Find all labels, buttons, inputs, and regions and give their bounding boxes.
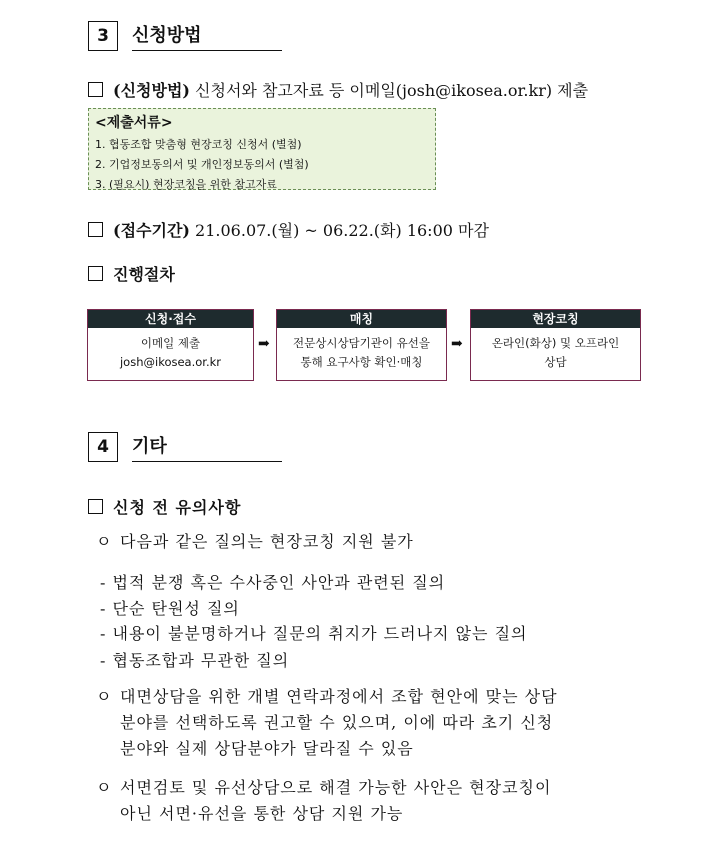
precaution-paragraph-1	[96, 684, 558, 762]
checkbox-square-icon	[88, 266, 103, 281]
period-label: (접수기간)	[113, 221, 190, 240]
step-head: 매칭	[277, 310, 446, 328]
section-title: 기타	[132, 437, 282, 462]
step-line: 전문상시상담기관이 유선을	[293, 336, 430, 350]
checkbox-square-icon	[88, 499, 103, 514]
method-item	[88, 78, 588, 101]
period-text: 21.06.07.(월) ~ 06.22.(화) 16:00 마감	[189, 221, 489, 240]
para-line: 분야를 선택하도록 권고할 수 있으며, 이에 따라 초기 신청	[120, 713, 554, 732]
precautions-title: 신청 전 유의사항	[113, 498, 242, 517]
procedure-step-matching	[276, 309, 447, 381]
method-label: (신청방법)	[113, 81, 190, 100]
document-item: 1. 협동조합 맞춤형 현장코칭 신청서 (별첨)	[95, 138, 302, 151]
checkbox-square-icon	[88, 82, 103, 97]
section-number: 3	[88, 21, 118, 51]
para-line: 분야와 실제 상담분야가 달라질 수 있음	[120, 739, 414, 758]
bullet-o-icon: ㅇ	[96, 532, 113, 551]
document-item: 2. 기업정보동의서 및 개인정보동의서 (별첨)	[95, 158, 309, 171]
documents-box	[88, 108, 436, 190]
para-line: 아닌 서면·유선을 통한 상담 지원 가능	[120, 804, 404, 823]
section-title: 신청방법	[132, 26, 282, 51]
procedure-item	[88, 262, 175, 285]
step-head: 신청·접수	[88, 310, 253, 328]
dash-item: - 협동조합과 무관한 질의	[100, 651, 290, 670]
para-line: 대면상담을 위한 개별 연락과정에서 조합 현안에 맞는 상담	[120, 687, 558, 706]
step-line: josh@ikosea.or.kr	[119, 355, 221, 369]
method-text: 신청서와 참고자료 등 이메일(josh@ikosea.or.kr) 제출	[189, 81, 589, 100]
documents-title: <제출서류>	[95, 115, 173, 131]
checkbox-square-icon	[88, 222, 103, 237]
dash-item: - 단순 탄원성 질의	[100, 599, 240, 618]
dash-item: - 내용이 불분명하거나 질문의 취지가 드러나지 않는 질의	[100, 624, 528, 643]
step-head: 현장코칭	[471, 310, 640, 328]
document-item: 3. (필요시) 현장코칭을 위한 참고자료	[95, 178, 277, 191]
procedure-step-apply	[87, 309, 254, 381]
para-line: 서면검토 및 유선상담으로 해결 가능한 사안은 현장코칭이	[120, 778, 552, 797]
section-number: 4	[88, 432, 118, 462]
step-line: 이메일 제출	[140, 336, 201, 350]
procedure-step-coaching	[470, 309, 641, 381]
dash-item: - 법적 분쟁 혹은 수사중인 사안과 관련된 질의	[100, 573, 446, 592]
precautions-item	[88, 495, 241, 518]
bullet-o-icon: ㅇ	[96, 687, 113, 706]
period-item	[88, 218, 489, 241]
intro-text: 다음과 같은 질의는 현장코칭 지원 불가	[120, 532, 414, 551]
precaution-paragraph-2	[96, 775, 551, 827]
right-arrow-icon: ➡	[451, 336, 463, 352]
section-3-header	[88, 17, 282, 51]
step-line: 상담	[544, 355, 567, 369]
section-4-header	[88, 428, 282, 462]
procedure-title: 진행절차	[113, 265, 175, 284]
precaution-intro	[96, 529, 414, 555]
bullet-o-icon: ㅇ	[96, 778, 113, 797]
step-line: 온라인(화상) 및 오프라인	[491, 336, 620, 350]
step-line: 통해 요구사항 확인·매칭	[300, 355, 423, 369]
right-arrow-icon: ➡	[258, 336, 270, 352]
